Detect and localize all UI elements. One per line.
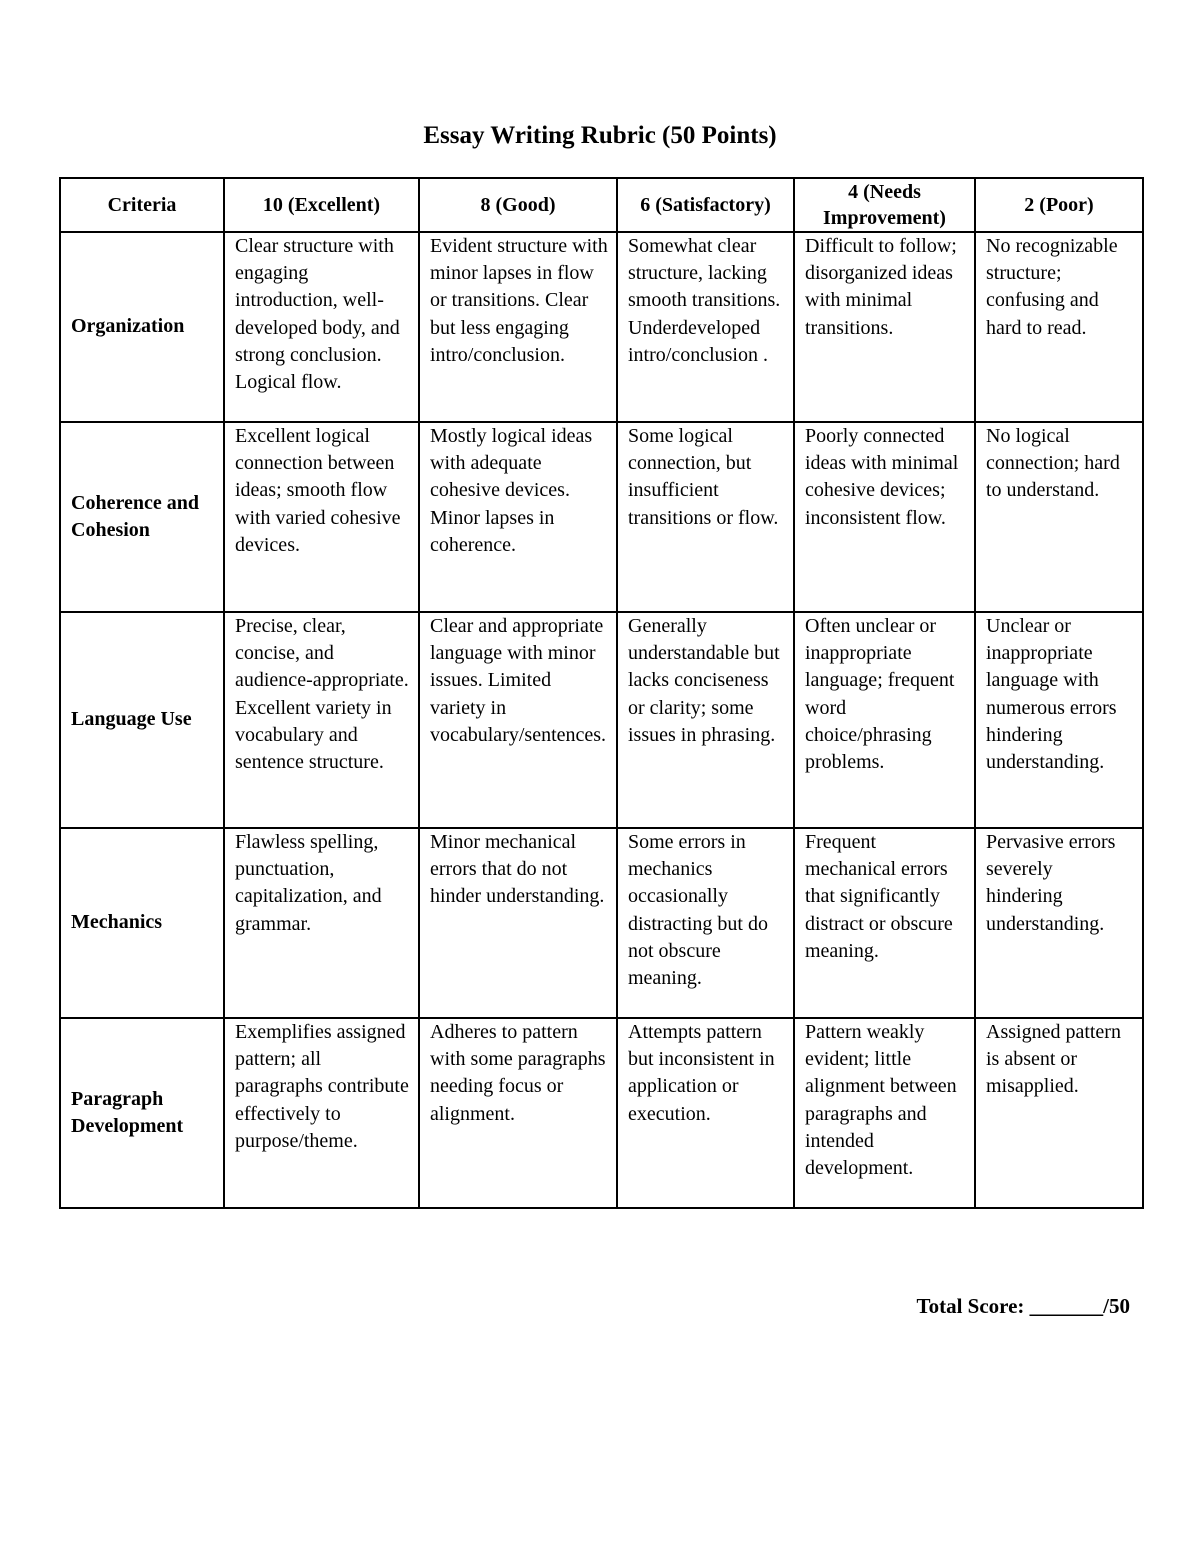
table-cell: No recognizable structure; confusing and hard to read. [975, 232, 1143, 422]
table-cell: Poorly connected ideas with minimal cohesive devices; inconsistent flow. [794, 422, 975, 612]
table-cell: Excellent logical connection between ideas; smooth flow with varied cohesive devices. [224, 422, 419, 612]
table-cell: Frequent mechanical errors that significantly distract or obscure meaning. [794, 828, 975, 1018]
table-cell: Some logical connection, but insufficient transitions or flow. [617, 422, 794, 612]
column-header-needs-improvement: 4 (Needs Improvement) [794, 178, 975, 232]
document-title: Essay Writing Rubric (50 Points) [423, 122, 777, 149]
table-cell: Precise, clear, concise, and audience-appropriate. Excellent variety in vocabulary and sentence structure. [224, 612, 419, 828]
table-cell: Clear structure with engaging introduction, well-developed body, and strong conclusion. Logical flow. [224, 232, 419, 422]
column-header-excellent: 10 (Excellent) [224, 178, 419, 232]
criteria-cell: Coherence and Cohesion [60, 422, 224, 612]
table-cell: No logical connection; hard to understand. [975, 422, 1143, 612]
table-cell: Exemplifies assigned pattern; all paragraphs contribute effectively to purpose/theme. [224, 1018, 419, 1208]
table-cell: Assigned pattern is absent or misapplied. [975, 1018, 1143, 1208]
table-cell: Difficult to follow; disorganized ideas with minimal transitions. [794, 232, 975, 422]
table-row-paragraph-development [60, 1018, 1143, 1208]
table-cell: Mostly logical ideas with adequate cohesive devices. Minor lapses in coherence. [419, 422, 617, 612]
column-header-poor: 2 (Poor) [975, 178, 1143, 232]
table-row-organization [60, 232, 1143, 422]
table-cell: Often unclear or inappropriate language; frequent word choice/phrasing problems. [794, 612, 975, 828]
table-row-language-use [60, 612, 1143, 828]
criteria-cell: Language Use [60, 612, 224, 828]
table-row-mechanics [60, 828, 1143, 1018]
table-cell: Unclear or inappropriate language with numerous errors hindering understanding. [975, 612, 1143, 828]
rubric-table [59, 177, 1144, 1209]
table-cell: Minor mechanical errors that do not hinder understanding. [419, 828, 617, 1018]
criteria-cell: Organization [60, 232, 224, 422]
total-score-line: Total Score: _______/50 [916, 1294, 1130, 1318]
header-row [60, 178, 1143, 232]
table-cell: Generally understandable but lacks conciseness or clarity; some issues in phrasing. [617, 612, 794, 828]
table-cell: Adheres to pattern with some paragraphs needing focus or alignment. [419, 1018, 617, 1208]
column-header-satisfactory: 6 (Satisfactory) [617, 178, 794, 232]
criteria-cell: Mechanics [60, 828, 224, 1018]
criteria-cell: Paragraph Development [60, 1018, 224, 1208]
table-cell: Pervasive errors severely hindering understanding. [975, 828, 1143, 1018]
table-row-coherence [60, 422, 1143, 612]
table-cell: Somewhat clear structure, lacking smooth transitions. Underdeveloped intro/conclusion . [617, 232, 794, 422]
table-cell: Evident structure with minor lapses in flow or transitions. Clear but less engaging intro/conclusion. [419, 232, 617, 422]
column-header-good: 8 (Good) [419, 178, 617, 232]
table-cell: Clear and appropriate language with minor issues. Limited variety in vocabulary/sentences. [419, 612, 617, 828]
table-cell: Flawless spelling, punctuation, capitalization, and grammar. [224, 828, 419, 1018]
table-cell: Pattern weakly evident; little alignment between paragraphs and intended development. [794, 1018, 975, 1208]
table-cell: Some errors in mechanics occasionally distracting but do not obscure meaning. [617, 828, 794, 1018]
column-header-criteria: Criteria [60, 178, 224, 232]
table-cell: Attempts pattern but inconsistent in application or execution. [617, 1018, 794, 1208]
